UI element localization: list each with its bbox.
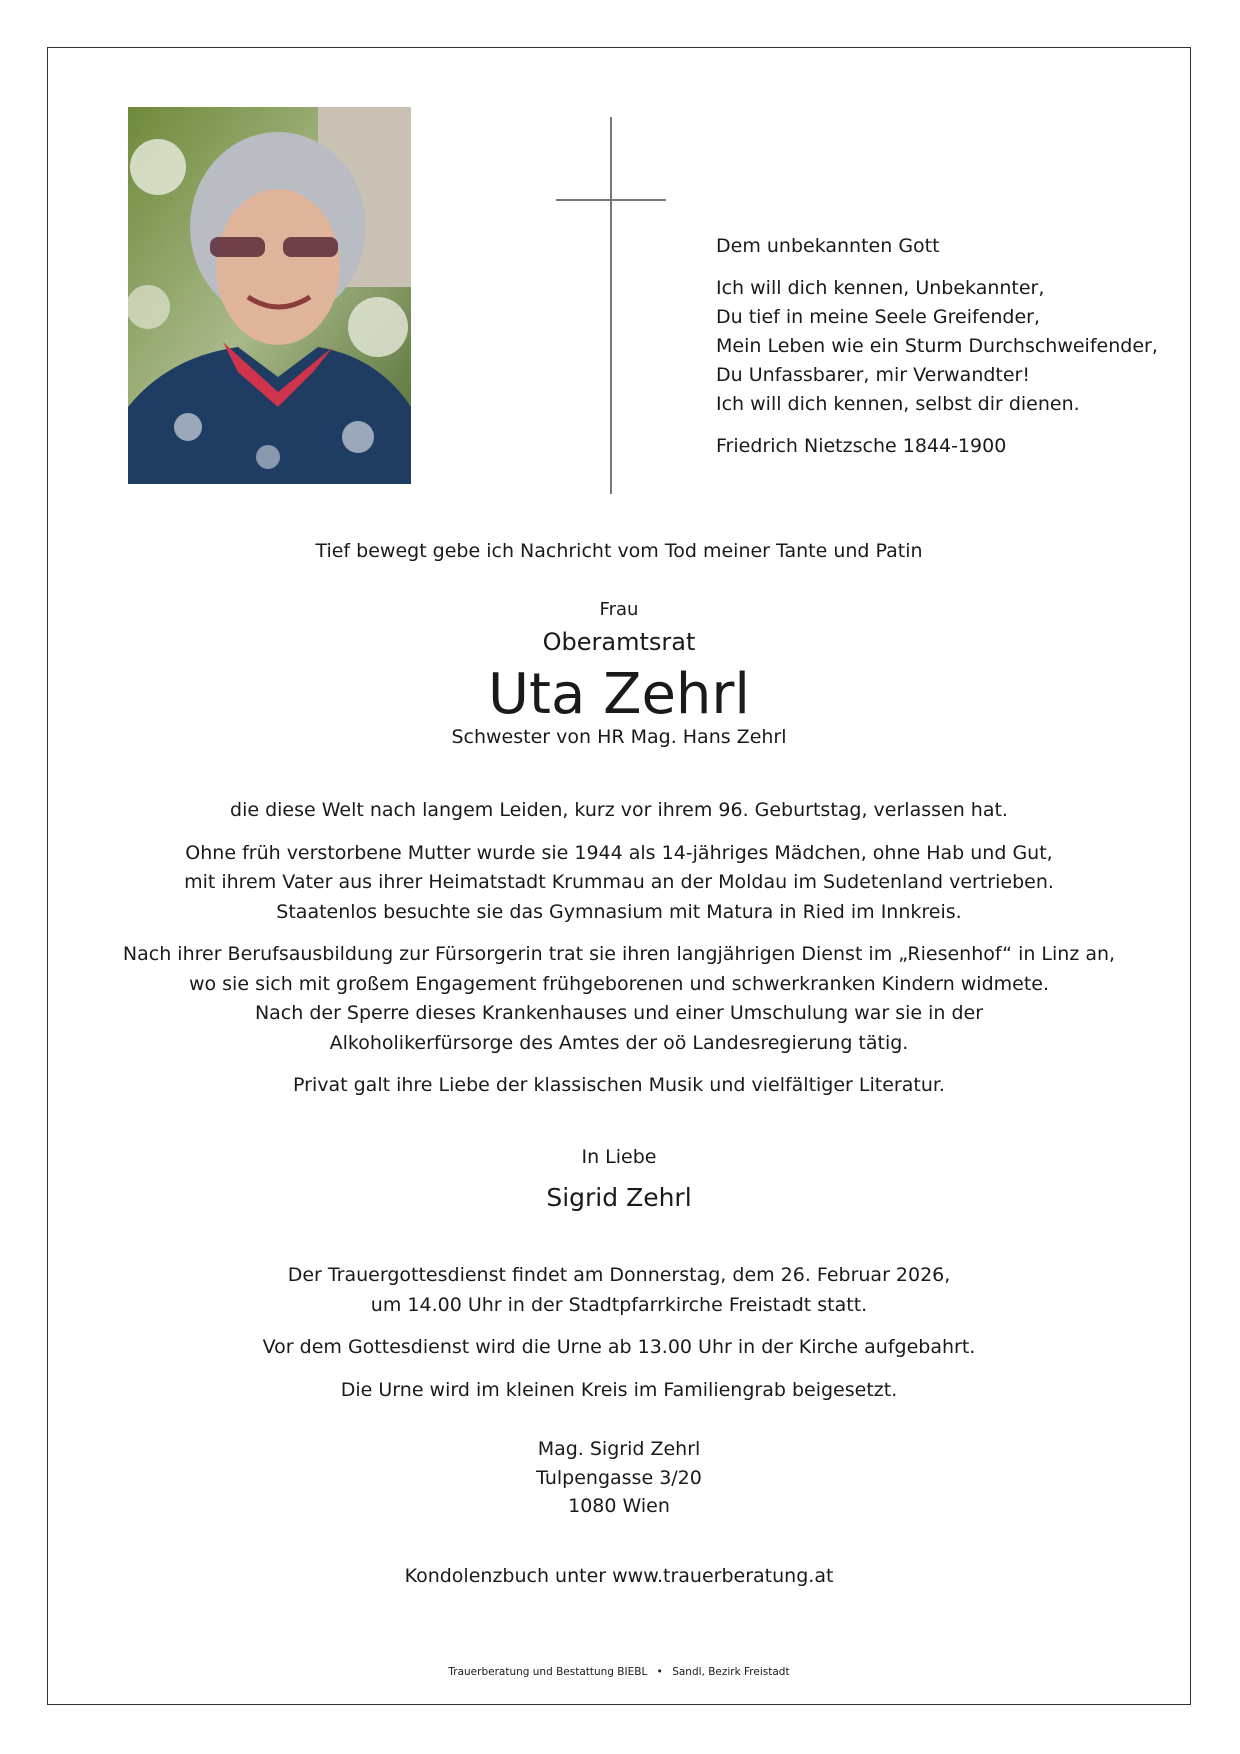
text-line: Staatenlos besuchte sie das Gymnasium mit Matura in Ried im Innkreis. — [276, 900, 962, 923]
footer-company: Trauerberatung und Bestattung BIEBL — [448, 1666, 648, 1678]
text-line: Privat galt ihre Liebe der klassischen Musik und vielfältiger Literatur. — [293, 1074, 945, 1096]
text-line: wo sie sich mit großem Engagement frühgeborenen und schwerkranken Kindern widmete. — [188, 972, 1050, 995]
footer-location: Sandl, Bezirk Freistadt — [672, 1666, 790, 1678]
address-line: Tulpengasse 3/20 — [536, 1466, 702, 1489]
address-line: 1080 Wien — [568, 1495, 670, 1517]
poem — [716, 232, 1176, 461]
text-line: Nach ihrer Berufsausbildung zur Fürsorgerin trat sie ihren langjährigen Dienst im „Riesenhof“ in Linz an, — [122, 943, 1116, 965]
poem-line: Du tief in meine Seele Greifender, — [716, 306, 1041, 328]
intro-text: Tief bewegt gebe ich Nachricht vom Tod meiner Tante und Patin — [315, 540, 923, 562]
deceased-name: Uta Zehrl — [488, 662, 750, 727]
text-line: Die Urne wird im kleinen Kreis im Familiengrab beigesetzt. — [340, 1378, 898, 1401]
cross-vertical — [610, 117, 612, 494]
text-line: mit ihrem Vater aus ihrer Heimatstadt Krummau an der Moldau im Sudetenland vertrieben. — [184, 871, 1054, 893]
text-line: Vor dem Gottesdienst wird die Urne ab 13.00 Uhr in der Kirche aufgebahrt. — [262, 1336, 976, 1358]
cross-horizontal — [556, 199, 666, 201]
portrait-photo — [128, 107, 411, 484]
relation-text: Schwester von HR Mag. Hans Zehrl — [451, 726, 787, 748]
footer-separator: • — [656, 1666, 663, 1678]
poem-line: Ich will dich kennen, Unbekannter, — [716, 277, 1045, 299]
in-love-text: In Liebe — [581, 1146, 657, 1168]
service-info — [47, 1248, 1191, 1418]
poem-line: Mein Leben wie ein Sturm Durchschweifender, — [716, 335, 1158, 357]
text-line: Der Trauergottesdienst findet am Donnerstag, dem 26. Februar 2026, — [287, 1264, 951, 1286]
poem-author: Friedrich Nietzsche 1844-1900 — [716, 435, 1007, 457]
condolence-link-text: Kondolenzbuch unter www.trauerberatung.at — [404, 1565, 834, 1587]
text-line: Alkoholikerfürsorge des Amtes der oö Landesregierung tätig. — [329, 1031, 909, 1054]
poem-lines — [716, 274, 1176, 419]
signer-name: Sigrid Zehrl — [546, 1183, 692, 1212]
text-line: Ohne früh verstorbene Mutter wurde sie 1944 als 14-jähriges Mädchen, ohne Hab und Gut, — [185, 841, 1053, 864]
address-line: Mag. Sigrid Zehrl — [537, 1438, 701, 1460]
text-line: um 14.00 Uhr in der Stadtpfarrkirche Freistadt statt. — [370, 1293, 868, 1316]
poem-line: Du Unfassbarer, mir Verwandter! — [716, 364, 1030, 386]
contact-address — [47, 1435, 1191, 1521]
text-line: Nach der Sperre dieses Krankenhauses und einer Umschulung war sie in der — [254, 1002, 984, 1024]
deceased-rank: Oberamtsrat — [542, 628, 696, 656]
biography — [47, 783, 1191, 1114]
footer — [47, 1666, 1191, 1678]
poem-line: Ich will dich kennen, selbst dir dienen. — [716, 393, 1080, 415]
text-line: die diese Welt nach langem Leiden, kurz vor ihrem 96. Geburtstag, verlassen hat. — [230, 799, 1008, 821]
salutation: Frau — [599, 599, 639, 620]
poem-title: Dem unbekannten Gott — [716, 235, 940, 257]
